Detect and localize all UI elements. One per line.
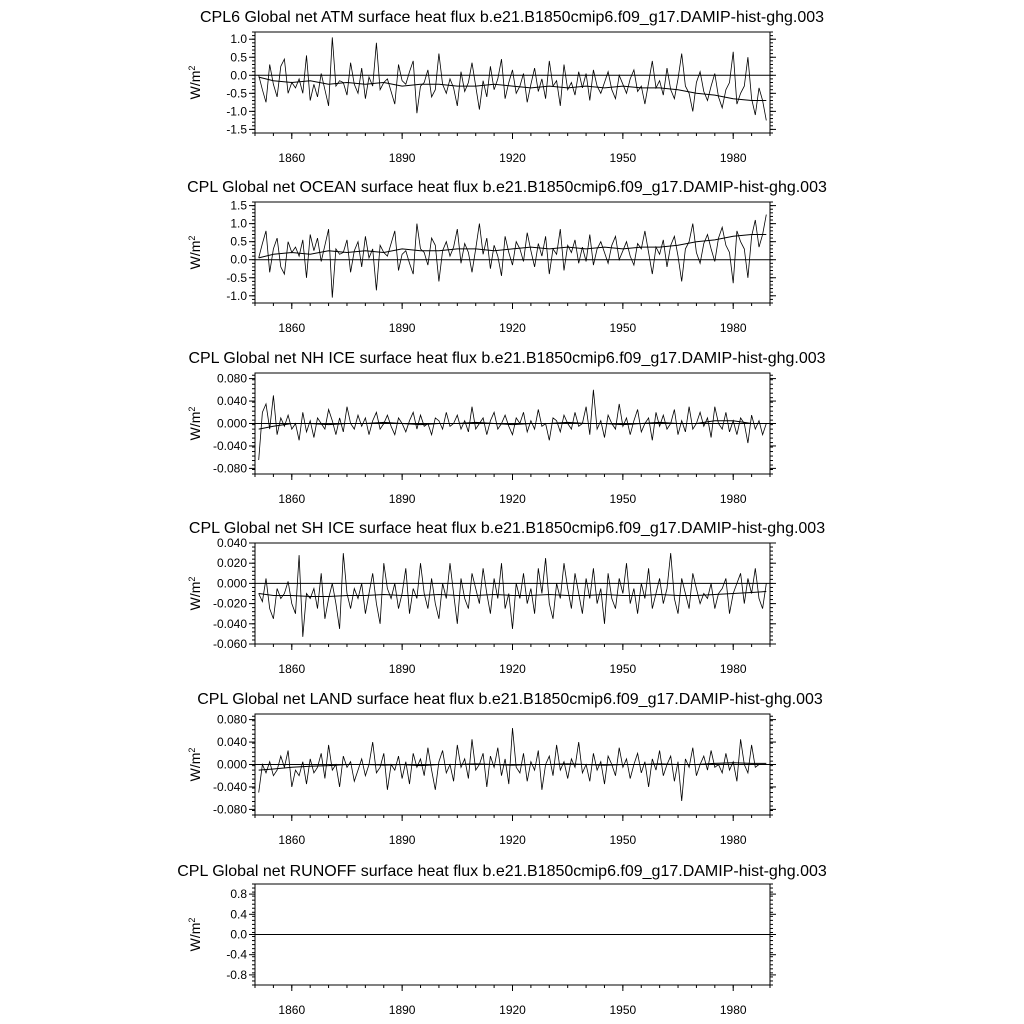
chart-panel-5 (187, 691, 823, 847)
x-tick-label: 1980 (719, 492, 747, 506)
x-tick-label: 1920 (499, 1003, 526, 1017)
y-tick-label: 1.0 (230, 216, 247, 231)
y-tick-label: -0.5 (226, 86, 247, 101)
chart-panel-4 (187, 520, 825, 676)
y-tick-label: 0.020 (216, 556, 247, 571)
y-tick-label: -0.060 (212, 637, 247, 651)
x-tick-label: 1950 (609, 833, 637, 847)
x-tick-label: 1980 (719, 151, 747, 165)
x-tick-label: 1890 (388, 662, 416, 676)
x-tick-label: 1920 (499, 492, 526, 506)
y-tick-label: 0.0 (230, 927, 247, 942)
x-tick-label: 1950 (609, 662, 637, 676)
chart-panel-1 (187, 9, 824, 165)
chart-panel-3 (187, 350, 826, 506)
x-tick-label: 1920 (499, 151, 526, 165)
plot-frame (255, 202, 770, 303)
y-tick-label: 0.000 (216, 416, 247, 431)
y-tick-label: -0.040 (212, 438, 247, 453)
chart-title: CPL Global net SH ICE surface heat flux b.e21.B1850cmip6.f09_g17.DAMIP-hist-ghg.003 (188, 520, 826, 537)
x-tick-label: 1980 (719, 833, 747, 847)
y-tick-label: -1.5 (226, 122, 247, 137)
x-tick-label: 1920 (499, 833, 526, 847)
x-tick-label: 1950 (609, 1003, 637, 1017)
y-axis-label: $W/m^2$ (187, 235, 203, 270)
chart-title: CPL Global net NH ICE surface heat flux b.e21.B1850cmip6.f09_g17.DAMIP-hist-ghg.003 (188, 350, 826, 367)
x-tick-label: 1890 (388, 833, 416, 847)
x-tick-label: 1860 (278, 662, 306, 676)
x-tick-label: 1860 (278, 833, 306, 847)
y-tick-label: -0.020 (212, 596, 247, 611)
x-tick-label: 1950 (609, 492, 637, 506)
x-tick-label: 1950 (609, 321, 637, 335)
y-tick-label: 0.8 (230, 887, 247, 902)
chart-panel-6 (177, 863, 827, 1017)
y-tick-label: 0.4 (230, 907, 247, 922)
x-tick-label: 1950 (609, 151, 637, 165)
x-tick-label: 1980 (719, 1003, 747, 1017)
y-axis-label: $W/m^2$ (187, 576, 203, 611)
y-tick-label: 0.040 (216, 735, 247, 750)
y-tick-label: 1.0 (230, 32, 247, 47)
x-tick-label: 1920 (499, 321, 526, 335)
y-tick-label: 0.000 (216, 576, 247, 591)
y-tick-label: -1.0 (226, 288, 247, 303)
y-axis-label: $W/m^2$ (187, 406, 203, 441)
y-axis-label: $W/m^2$ (187, 917, 203, 952)
y-tick-label: -1.0 (226, 104, 247, 119)
series-line-2 (259, 421, 767, 429)
y-tick-label: -0.4 (226, 947, 247, 962)
x-tick-label: 1860 (278, 492, 306, 506)
y-tick-label: 0.000 (216, 757, 247, 772)
y-tick-label: 0.5 (230, 50, 247, 65)
y-tick-label: -0.8 (226, 967, 247, 982)
x-tick-label: 1980 (719, 662, 747, 676)
chart-title: CPL Global net OCEAN surface heat flux b.e21.B1850cmip6.f09_g17.DAMIP-hist-ghg.003 (187, 179, 827, 196)
x-tick-label: 1890 (388, 151, 416, 165)
x-tick-label: 1920 (499, 662, 526, 676)
x-tick-label: 1890 (388, 1003, 416, 1017)
series-line-1 (259, 215, 767, 298)
x-tick-label: 1860 (278, 151, 306, 165)
chart-title: CPL Global net RUNOFF surface heat flux b.e21.B1850cmip6.f09_g17.DAMIP-hist-ghg.003 (177, 863, 827, 880)
y-tick-label: 1.5 (230, 198, 247, 213)
y-tick-label: 0.5 (230, 234, 247, 249)
y-axis-label: $W/m^2$ (187, 65, 203, 100)
y-tick-label: 0.080 (216, 371, 247, 386)
y-tick-label: -0.5 (226, 270, 247, 285)
y-tick-label: 0.040 (216, 536, 247, 550)
y-tick-label: -0.080 (212, 802, 247, 817)
y-tick-label: -0.080 (212, 461, 247, 476)
y-tick-label: 0.080 (216, 712, 247, 727)
y-tick-label: -0.040 (212, 616, 247, 631)
chart-title: CPL Global net LAND surface heat flux b.e21.B1850cmip6.f09_g17.DAMIP-hist-ghg.003 (197, 691, 823, 708)
y-axis-label: $W/m^2$ (187, 747, 203, 782)
y-tick-label: 0.0 (230, 252, 247, 267)
plot-frame (255, 32, 770, 133)
y-tick-label: 0.040 (216, 394, 247, 409)
chart-panel-2 (187, 179, 827, 335)
x-tick-label: 1860 (278, 321, 306, 335)
x-tick-label: 1980 (719, 321, 747, 335)
x-tick-label: 1890 (388, 321, 416, 335)
series-line-2 (259, 592, 767, 597)
chart-title: CPL6 Global net ATM surface heat flux b.e21.B1850cmip6.f09_g17.DAMIP-hist-ghg.003 (199, 9, 825, 26)
x-tick-label: 1890 (388, 492, 416, 506)
x-tick-label: 1860 (278, 1003, 306, 1017)
y-tick-label: 0.0 (230, 68, 247, 83)
y-tick-label: -0.040 (212, 779, 247, 794)
series-line-1 (259, 37, 767, 120)
